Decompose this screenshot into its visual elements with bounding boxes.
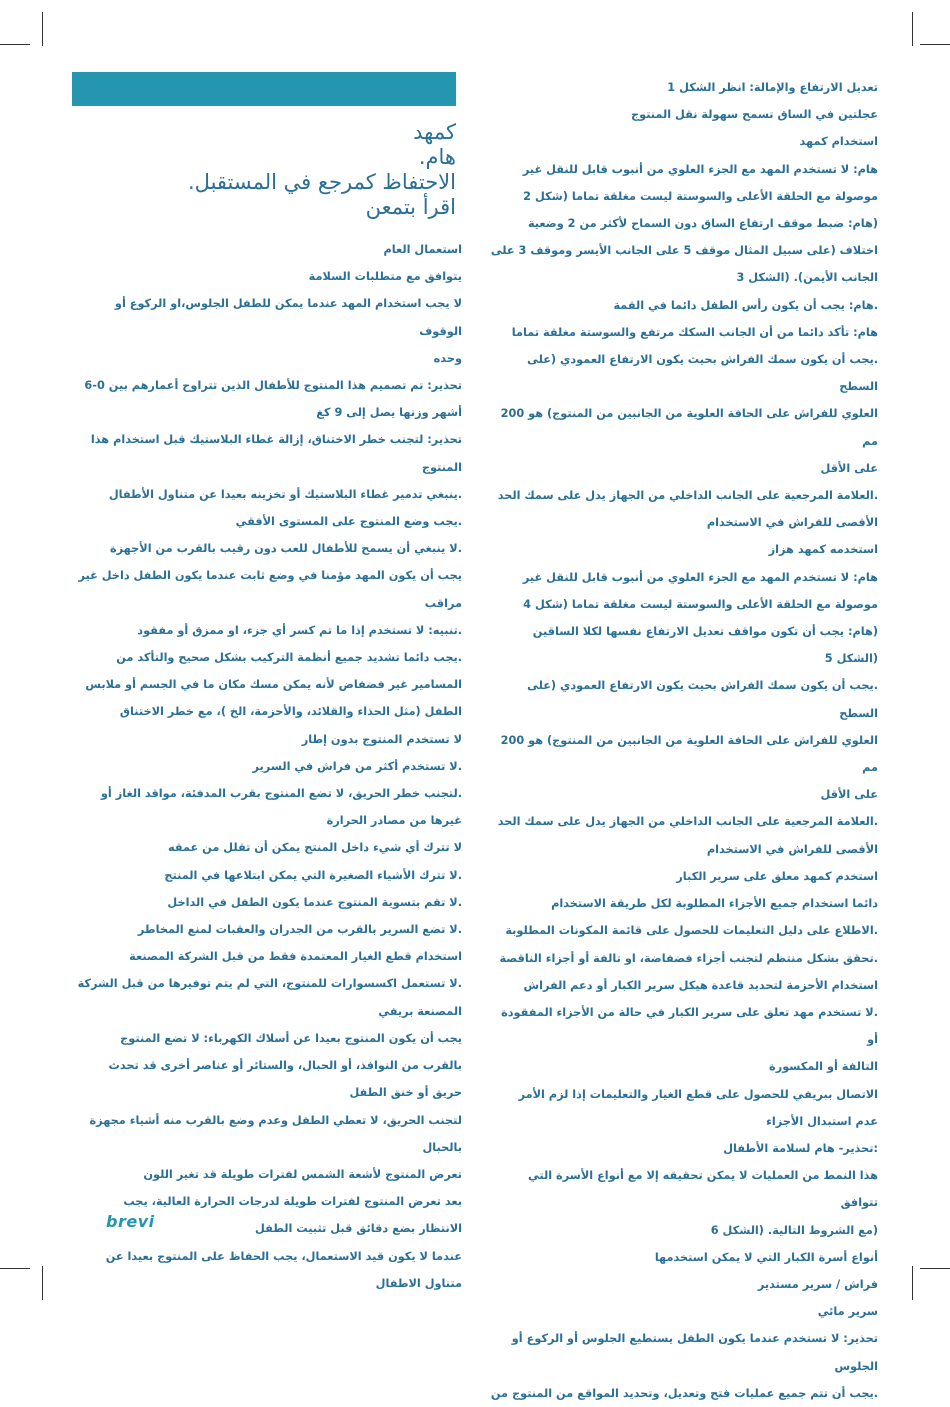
text-line: العلوي للفراش على الحافة العلوية من الجانبين من المنتوج) هو 200 مم bbox=[500, 407, 878, 448]
text-line: .لتجنب خطر الحريق، لا تضع المنتوج بقرب المدفئة، مواقد الغاز أو bbox=[100, 787, 462, 801]
text-line: يجب أن يكون المنتوج بعيدا عن أسلاك الكهرباء: لا تضع المنتوج bbox=[120, 1031, 462, 1045]
text-line: استخدمه كمهد هزاز bbox=[768, 543, 878, 557]
text-line: المنتوج bbox=[421, 460, 462, 474]
text-line: بعد تعرض المنتوج لفترات طويلة لدرجات الحرارة العالية، يجب bbox=[123, 1195, 462, 1209]
text-line: .لا تترك الأشياء الصغيرة التي يمكن ابتلاعها في المنتج bbox=[164, 868, 462, 882]
left-text-column bbox=[72, 236, 462, 1297]
brevi-logo: brevi bbox=[106, 1212, 155, 1231]
text-line: يجب أن يكون المهد مؤمنا في وضع ثابت عندما يكون الطفل داخل غير bbox=[78, 569, 462, 583]
text-line: التالفة أو المكسورة bbox=[769, 1060, 878, 1074]
text-line: استخدام قطع الغيار المعتمدة فقط من قبل الشركة المصنعة bbox=[129, 950, 462, 964]
text-line: بالقرب من النوافذ، أو الحبال، والستائر أو عناصر أخرى قد تحدث bbox=[108, 1059, 462, 1073]
text-line: أنواع أسرة الكبار التي لا يمكن استخدمها bbox=[654, 1250, 878, 1264]
heading-line: هام. bbox=[418, 145, 456, 169]
text-line: تحذير: لا تستخدم عندما يكون الطفل يستطيع الجلوس أو الركوع أو bbox=[511, 1332, 878, 1346]
text-line: الطفل (مثل الحذاء والقلائد، والأحزمة، الخ )، مع خطر الاختناق bbox=[119, 705, 462, 719]
text-line: .يجب أن يكون سمك الفراش بحيث يكون الارتفاع العمودي (على السطح bbox=[527, 353, 878, 394]
text-line: .لا تستخدم أكثر من فراش في السرير bbox=[252, 759, 462, 773]
text-line: :تحذير- هام لسلامة الأطفال bbox=[723, 1141, 878, 1155]
text-line: (هام: يجب أن تكون مواقف تعديل الارتفاع نفسها لكلا الساقين (الشكل 5 bbox=[532, 625, 878, 666]
text-line: .العلامة المرجعية على الجانب الداخلي من الجهاز يدل على سمك الحد bbox=[497, 489, 878, 503]
heading-line: كمهد bbox=[413, 120, 456, 144]
text-line: وحده bbox=[433, 351, 462, 365]
text-line: على الأقل bbox=[820, 461, 878, 475]
text-line: مراقب bbox=[424, 596, 462, 610]
text-line: الجلوس bbox=[834, 1359, 878, 1373]
text-line: لا تستخدم المنتوج بدون إطار bbox=[301, 732, 462, 746]
crop-mark bbox=[920, 1268, 950, 1269]
text-line: فراش / سرير مستدير bbox=[757, 1277, 878, 1291]
text-line: موصولة مع الحلقة الأعلى والسوستة ليست مغلقة تماما (شكل 4 bbox=[523, 597, 878, 611]
text-line: هذا النمط من العمليات لا يمكن تحقيقه إلا مع أنواع الأسرة التي تتوافق bbox=[527, 1169, 878, 1210]
text-line: أشهر وزنها يصل إلى 9 كغ bbox=[316, 406, 462, 420]
text-line: استخدم كمهد معلق على سرير الكبار bbox=[676, 869, 878, 883]
text-line: المسامير غير فضفاض لأنه يمكن مسك مكان ما في الجسم أو ملابس bbox=[85, 678, 462, 692]
text-line: هام: لا تستخدم المهد مع الجزء العلوي من أنبوب قابل للنقل غير bbox=[522, 570, 878, 584]
text-line: .تحقق بشكل منتظم لتجنب أجزاء فضفاضة، او تالفة أو أجزاء الناقصة bbox=[499, 951, 878, 965]
text-line: .يجب أن يكون سمك الفراش بحيث يكون الارتفاع العمودي (على السطح bbox=[527, 679, 878, 720]
text-line: متناول الاطفال bbox=[375, 1276, 462, 1290]
text-line: الجانب الأيمن). (الشكل 3 bbox=[736, 271, 878, 285]
text-line: عجلتين في الساق تسمح سهولة نقل المنتوج bbox=[630, 108, 878, 122]
text-line: .ينبغي تدمير غطاء البلاستيك أو تخزينه بعيدا عن متناول الأطفال bbox=[108, 487, 462, 501]
text-line: حريق أو خنق الطفل bbox=[349, 1086, 462, 1100]
crop-mark bbox=[0, 1268, 30, 1269]
crop-mark bbox=[42, 12, 43, 46]
text-line: .العلامة المرجعية على الجانب الداخلي من الجهاز يدل على سمك الحد bbox=[497, 815, 878, 829]
text-line: اختلاف (على سبيل المثال موقف 5 على الجانب الأيسر وموقف 3 على bbox=[490, 244, 878, 258]
text-line: تحذير: تم تصميم هذا المنتوج للأطفال الذين تتراوح أعمارهم بين 0-6 bbox=[84, 379, 462, 393]
text-line: عدم استبدال الأجزاء bbox=[766, 1114, 878, 1128]
text-line: هام: لا تستخدم المهد مع الجزء العلوي من أنبوب قابل للنقل غير bbox=[522, 162, 878, 176]
text-line: .هام: يجب أن يكون رأس الطفل دائما في القمة bbox=[613, 298, 878, 312]
text-line: .لا ينبغي أن يسمح للأطفال للعب دون رقيب بالقرب من الأجهزة bbox=[109, 542, 462, 556]
text-line: الاتصال ببريفي للحصول على قطع الغيار والتعليمات إذا لزم الأمر bbox=[518, 1087, 878, 1101]
text-line: دائما استخدام جميع الأجزاء المطلوبة لكل طريقة الاستخدام bbox=[551, 897, 878, 911]
text-line: بالحبال bbox=[422, 1140, 462, 1154]
text-line: العلوي للفراش على الحافة العلوية من الجانبين من المنتوج) هو 200 مم bbox=[500, 733, 878, 775]
text-line: .يجب أن تتم جميع عمليات فتح وتعديل، وتحديد المواقع من المنتوج من bbox=[490, 1386, 878, 1400]
text-line: لا تترك أي شيء داخل المنتج يمكن أن تقلل من عمقه bbox=[167, 841, 462, 855]
text-line: لا يجب استخدام المهد عندما يمكن للطفل الجلوس،او الركوع أو الوقوف bbox=[114, 297, 462, 338]
text-line: الانتظار بضع دقائق قبل تثبيت الطفل bbox=[255, 1222, 462, 1236]
text-line: استخدام كمهد bbox=[799, 135, 878, 149]
text-line: .يجب وضع المنتوج على المستوى الأفقي bbox=[235, 515, 462, 529]
text-line: .الاطلاع على دليل التعليمات للحصول على قائمة المكونات المطلوبة bbox=[505, 924, 878, 938]
text-line: تحذير: لتجنب خطر الاختناق، إزالة غطاء البلاستيك قبل استخدام هذا bbox=[90, 433, 462, 447]
heading-line: اقرأ بتمعن bbox=[365, 195, 456, 219]
crop-mark bbox=[920, 44, 950, 45]
text-line: الأقصى للفراش في الاستخدام bbox=[706, 516, 878, 530]
text-line: سرير مائي bbox=[817, 1305, 878, 1319]
text-line: الأقصى للفراش في الاستخدام bbox=[706, 842, 878, 856]
text-line: يتوافق مع متطلبات السلامة bbox=[308, 270, 462, 284]
crop-mark bbox=[0, 44, 30, 45]
text-line: استخدام الأحزمة لتحديد قاعدة هيكل سرير الكبار أو دعم الفراش bbox=[523, 978, 878, 992]
section-heading bbox=[150, 120, 456, 220]
text-line: هام: تأكد دائما من أن الجانب السكك مرتفع والسوستة مغلقة تماما bbox=[511, 325, 878, 339]
text-line: (هام: ضبط موقف ارتفاع الساق دون السماح لأكثر من 2 وضعية bbox=[527, 217, 878, 231]
text-line: .تنبيه: لا تستخدم إذا ما تم كسر أي جزء، او ممزق أو مفقود bbox=[137, 623, 462, 637]
right-text-column bbox=[490, 74, 878, 1407]
text-line: تعديل الارتفاع والإمالة: انظر الشكل 1 bbox=[667, 81, 878, 94]
heading-line: الاحتفاظ كمرجع في المستقبل. bbox=[187, 170, 456, 194]
crop-mark bbox=[912, 12, 913, 46]
text-line: .لا تضع السرير بالقرب من الجدران والعقبات لمنع المخاطر bbox=[137, 923, 462, 937]
header-banner bbox=[72, 72, 456, 106]
text-line: .لا تقم بتسوية المنتوج عندما يكون الطفل في الداخل bbox=[167, 895, 462, 909]
text-line: (مع الشروط التالية. (الشكل 6 bbox=[710, 1223, 878, 1237]
crop-mark bbox=[42, 1266, 43, 1300]
crop-mark bbox=[912, 1266, 913, 1300]
text-line: تعرض المنتوج لأشعة الشمس لفترات طويلة قد تغير اللون bbox=[143, 1167, 462, 1181]
text-line: استعمال العام bbox=[383, 243, 462, 256]
text-line: .يجب دائما تشديد جميع أنظمة التركيب بشكل صحيح والتأكد من bbox=[116, 651, 462, 665]
text-line: .لا تستخدم مهد تعلق على سرير الكبار في حالة من الأجزاء المفقودة أو bbox=[501, 1005, 878, 1047]
text-line: موصولة مع الحلقة الأعلى والسوستة ليست مغلقة تماما (شكل 2 bbox=[523, 189, 878, 203]
text-line: المصنعة بريفي bbox=[378, 1004, 462, 1018]
text-line: عندما لا يكون قيد الاستعمال، يجب الحفاظ على المنتوج بعيدا عن bbox=[105, 1249, 462, 1263]
text-line: لتجنب الحريق، لا تعطي الطفل وعدم وضع بالقرب منه أشياء مجهزة bbox=[89, 1113, 462, 1127]
text-line: على الأقل bbox=[820, 788, 878, 802]
text-line: غيرها من مصادر الحرارة bbox=[326, 814, 462, 828]
text-line: .لا تستعمل اكسسوارات للمنتوج، التي لم يتم توفيرها من قبل الشركة bbox=[77, 977, 462, 991]
